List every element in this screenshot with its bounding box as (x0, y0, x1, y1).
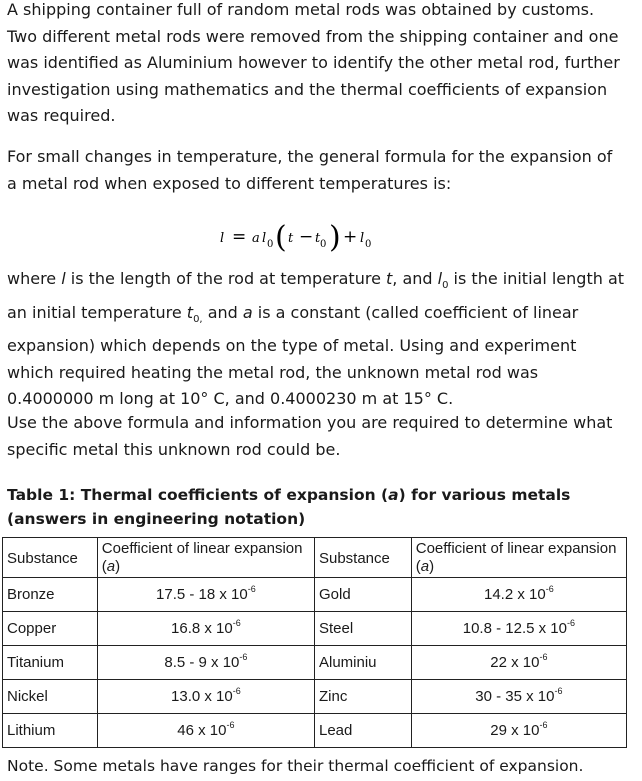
coefficient-cell: 17.5 - 18 x $10^{-6}$ (97, 578, 314, 612)
formula-t0-sub: 0 (320, 239, 327, 250)
coefficient-cell: 29 x $10^{-6}$ (411, 714, 626, 748)
coefficient-cell: 8.5 - 9 x $10^{-6}$ (97, 646, 314, 680)
header-coefficient-1: Coefficient of linear expansion (a) (97, 538, 314, 578)
expansion-formula (220, 218, 480, 256)
substance-cell: Gold (314, 578, 411, 612)
coefficients-table (2, 537, 627, 748)
formula-l: l (220, 231, 225, 246)
formula-l0: l (262, 231, 267, 246)
coefficient-cell: 13.0 x $10^{-6}$ (97, 680, 314, 714)
substance-cell: Lead (314, 714, 411, 748)
substance-cell: Bronze (3, 578, 98, 612)
substance-cell: Nickel (3, 680, 98, 714)
intro-paragraph: A shipping container full of random metal rods was obtained by customs. Two different metal rods were removed from the shipping container and one was identified as Aluminium however to identify the other metal rod, further investigation using mathematics and the thermal coefficients of expansion was required. (7, 0, 620, 125)
table-row (3, 578, 627, 612)
table-row (3, 680, 627, 714)
formula-t: t (288, 231, 294, 246)
coefficient-cell: 22 x $10^{-6}$ (411, 646, 626, 680)
definition-paragraph: where l is the length of the rod at temperature t, and $l_0$ is the initial length at an initial temperature $t_{0,}$ and a is a constant (called coefficient of linear expansion) which depends on the type of metal. Using and experiment which required heating the metal rod, the unknown metal rod was 0.4000000 m long at 10° C, and 0.4000230 m at 15° C. (7, 269, 625, 409)
table-row (3, 612, 627, 646)
header-substance-2: Substance (314, 538, 411, 578)
formula-close-paren: ) (329, 220, 341, 255)
task-paragraph: Use the above formula and information you are required to determine what specific metal this unknown rod could be. (7, 413, 613, 459)
formula-l0-b: l (360, 231, 365, 246)
formula-minus: − (299, 227, 314, 247)
coefficient-cell: 16.8 x $10^{-6}$ (97, 612, 314, 646)
substance-cell: Titanium (3, 646, 98, 680)
table-caption: Table 1: Thermal coefficients of expansion (a) for various metals (answers in engineering notation) (7, 486, 571, 528)
substance-cell: Steel (314, 612, 411, 646)
table-header-row (3, 538, 627, 578)
formula-intro-paragraph: For small changes in temperature, the general formula for the expansion of a metal rod when exposed to different temperatures is: (7, 147, 613, 193)
header-coefficient-2: Coefficient of linear expansion (a) (411, 538, 626, 578)
coefficient-cell: 46 x $10^{-6}$ (97, 714, 314, 748)
header-substance-1: Substance (3, 538, 98, 578)
formula-l0-sub: 0 (267, 239, 274, 250)
formula-equals: = (232, 227, 247, 247)
substance-cell: Copper (3, 612, 98, 646)
formula-t0: t (315, 231, 321, 246)
substance-cell: Aluminiu (314, 646, 411, 680)
table-note: Note. Some metals have ranges for their thermal coefficient of expansion. (7, 757, 584, 775)
coefficient-cell: 30 - 35 x $10^{-6}$ (411, 680, 626, 714)
formula-open-paren: ( (275, 220, 287, 255)
coefficient-cell: 14.2 x $10^{-6}$ (411, 578, 626, 612)
coefficient-cell: 10.8 - 12.5 x $10^{-6}$ (411, 612, 626, 646)
formula-l0b-sub: 0 (365, 239, 372, 250)
substance-cell: Lithium (3, 714, 98, 748)
table-row (3, 714, 627, 748)
table-row (3, 646, 627, 680)
formula-plus: + (343, 227, 358, 247)
formula-a: a (252, 231, 260, 246)
substance-cell: Zinc (314, 680, 411, 714)
